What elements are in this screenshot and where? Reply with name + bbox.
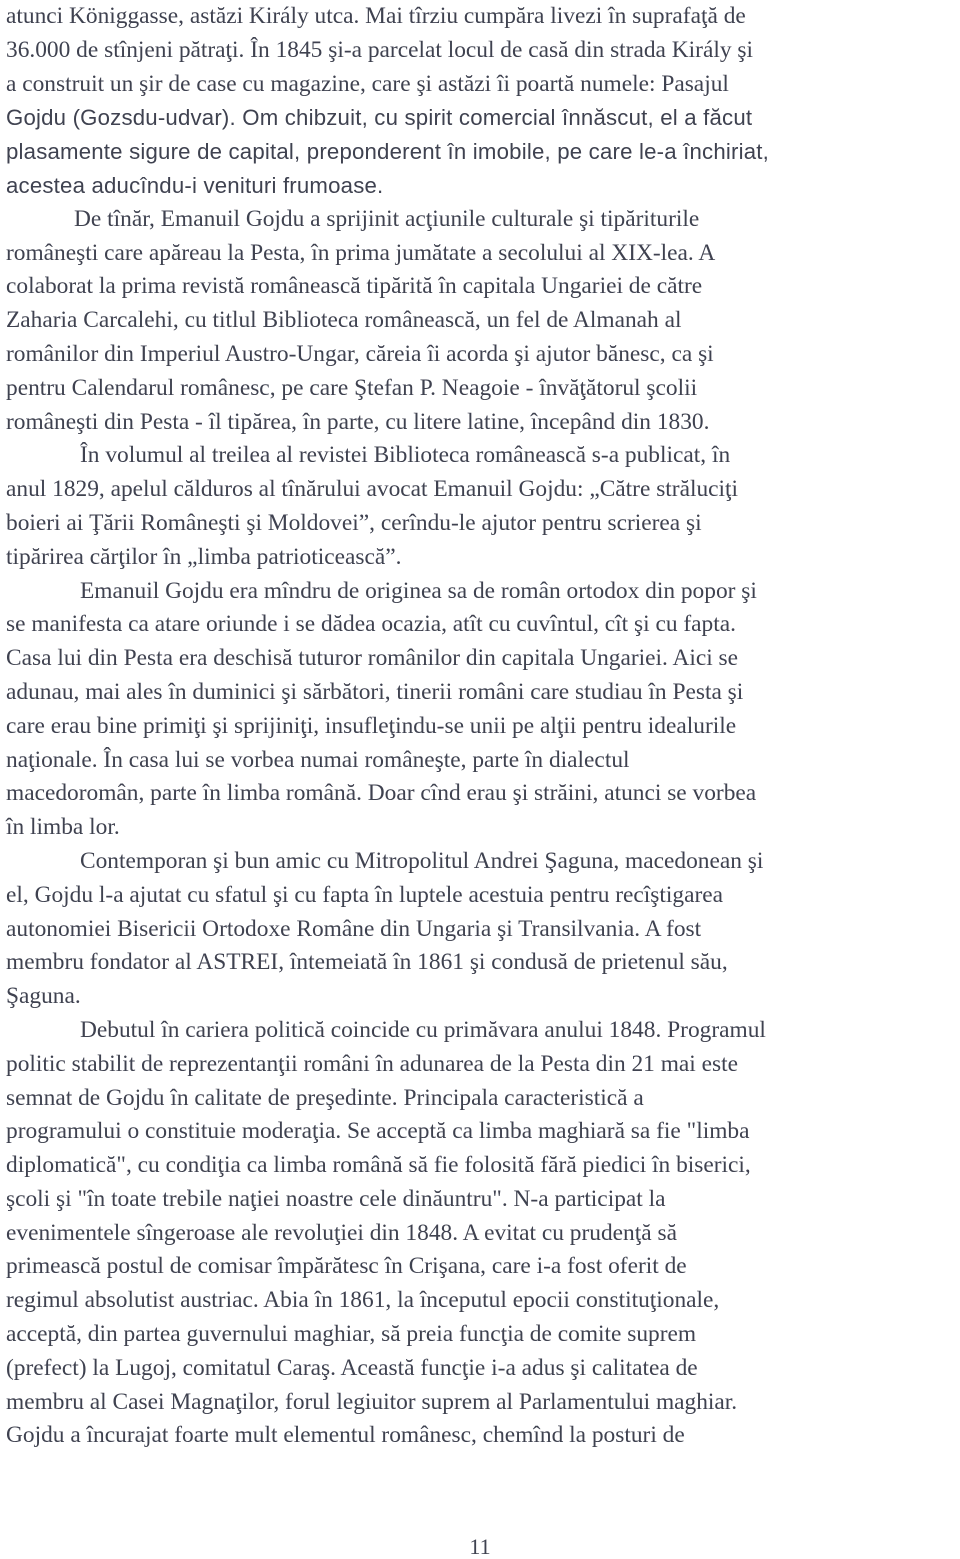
paragraph-5 — [6, 845, 956, 1014]
text-line: programului o constituie moderaţia. Se acceptă ca limba maghiară sa fie "limba — [6, 1118, 750, 1145]
paragraph-1 — [6, 0, 956, 203]
text-line: membru fondator al ASTREI, întemeiată în 1861 şi condusă de prietenul său, — [6, 949, 728, 976]
text-line: anul 1829, apelul călduros al tînărului avocat Emanuil Gojdu: „Către străluciţi — [6, 476, 739, 503]
text-line: colaborat la prima revistă românească tipărită în capitala Ungariei de către — [6, 273, 703, 300]
text-line: De tînăr, Emanuil Gojdu a sprijinit acţiunile culturale şi tipăriturile — [74, 205, 700, 232]
text-line: Debutul în cariera politică coincide cu primăvara anului 1848. Programul — [80, 1016, 766, 1043]
paragraph-4 — [6, 575, 956, 845]
page-number: 11 — [469, 1534, 491, 1559]
text-line: a construit un şir de case cu magazine, care şi astăzi îi poartă numele: Pasajul — [6, 70, 729, 97]
text-line: el, Gojdu l-a ajutat cu sfatul şi cu fapta în luptele acestuia pentru recîştigarea — [6, 881, 724, 908]
text-line: acceptă, din partea guvernului maghiar, să preia funcţia de comite suprem — [6, 1321, 697, 1348]
text-line: În volumul al treilea al revistei Biblioteca românească s-a publicat, în — [80, 442, 731, 469]
text-line: care erau bine primiţi şi sprijiniţi, insufleţindu-se unii pe alţii pentru idealurile — [6, 712, 737, 739]
text-line: Emanuil Gojdu era mîndru de originea sa de român ortodox din popor şi — [80, 577, 757, 604]
text-line: plasamente sigure de capital, preponderent în imobile, pe care le-a închiriat, — [6, 139, 770, 165]
text-line: acestea aducîndu-i venituri frumoase. — [6, 172, 384, 198]
text-line: diplomatică", cu condiţia ca limba română să fie folosită fără piedici în biserici, — [6, 1152, 751, 1179]
document-page — [6, 0, 956, 1453]
text-line: în limba lor. — [6, 814, 120, 841]
text-line: adunau, mai ales în duminici şi sărbători, tinerii români care studiau în Pesta şi — [6, 678, 744, 705]
text-line: atunci Königgasse, astăzi Király utca. Mai tîrziu cumpăra livezi în suprafaţă de — [6, 3, 746, 29]
text-line: regimul absolutist austriac. Abia în 1861, la începutul epocii constituţionale, — [6, 1287, 720, 1314]
text-line: semnat de Gojdu în calitate de preşedinte. Principala caracteristică a — [6, 1084, 644, 1111]
text-line: româneşti din Pesta - îl tipărea, în parte, cu litere latine, începând din 1830. — [6, 408, 710, 435]
text-line: evenimentele sîngeroase ale revoluţiei din 1848. A evitat cu prudenţă să — [6, 1219, 677, 1246]
text-line: naţionale. În casa lui se vorbea numai româneşte, parte în dialectul — [6, 746, 630, 773]
paragraph-6 — [6, 1014, 956, 1453]
text-line: şcoli şi "în toate trebile naţiei noastre cele dinăuntru". N-a participat la — [6, 1185, 666, 1212]
text-line: Şaguna. — [6, 983, 81, 1010]
text-line: pentru Calendarul românesc, pe care Ştefan P. Neagoie - învăţătorul şcolii — [6, 374, 698, 401]
text-line: primească postul de comisar împărătesc în Crişana, care i-a fost oferit de — [6, 1253, 687, 1280]
text-line: Gojdu (Gozsdu-udvar). Om chibzuit, cu spirit comercial înnăscut, el a făcut — [6, 105, 753, 131]
paragraph-3 — [6, 439, 956, 574]
text-line: Contemporan şi bun amic cu Mitropolitul Andrei Şaguna, macedonean şi — [80, 847, 764, 874]
text-line: membru al Casei Magnaţilor, forul legiuitor suprem al Parlamentului maghiar. — [6, 1388, 738, 1415]
text-line: (prefect) la Lugoj, comitatul Caraş. Această funcţie i-a adus şi calitatea de — [6, 1354, 698, 1381]
text-line: tipărirea cărţilor în „limba patrioticească”. — [6, 543, 402, 570]
text-line: boieri ai Ţării Româneşti şi Moldovei”, cerîndu-le ajutor pentru scrierea şi — [6, 509, 702, 536]
text-line: se manifesta ca atare oriunde i se dădea ocazia, atît cu cuvîntul, cît şi cu fapta. — [6, 611, 736, 638]
text-line: 36.000 de stînjeni pătraţi. În 1845 şi-a parcelat locul de casă din strada Király şi — [6, 36, 753, 63]
text-line: autonomiei Bisericii Ortodoxe Române din Ungaria şi Transilvania. A fost — [6, 915, 702, 942]
text-line: Gojdu a încurajat foarte mult elementul românesc, chemînd la posturi de — [6, 1422, 685, 1449]
text-line: româneşti care apăreau la Pesta, în prima jumătate a secolului al XIX-lea. A — [6, 239, 716, 266]
text-line: românilor din Imperiul Austro-Ungar, căreia îi acorda şi ajutor bănesc, ca şi — [6, 340, 714, 367]
text-line: politic stabilit de reprezentanţii români în adunarea de la Pesta din 21 mai este — [6, 1050, 739, 1077]
text-line: Casa lui din Pesta era deschisă tuturor românilor din capitala Ungariei. Aici se — [6, 645, 739, 672]
text-line: Zaharia Carcalehi, cu titlul Biblioteca românească, un fel de Almanah al — [6, 307, 682, 334]
text-line: macedoromân, parte în limba română. Doar cînd erau şi străini, atunci se vorbea — [6, 780, 757, 807]
paragraph-2 — [6, 203, 956, 440]
